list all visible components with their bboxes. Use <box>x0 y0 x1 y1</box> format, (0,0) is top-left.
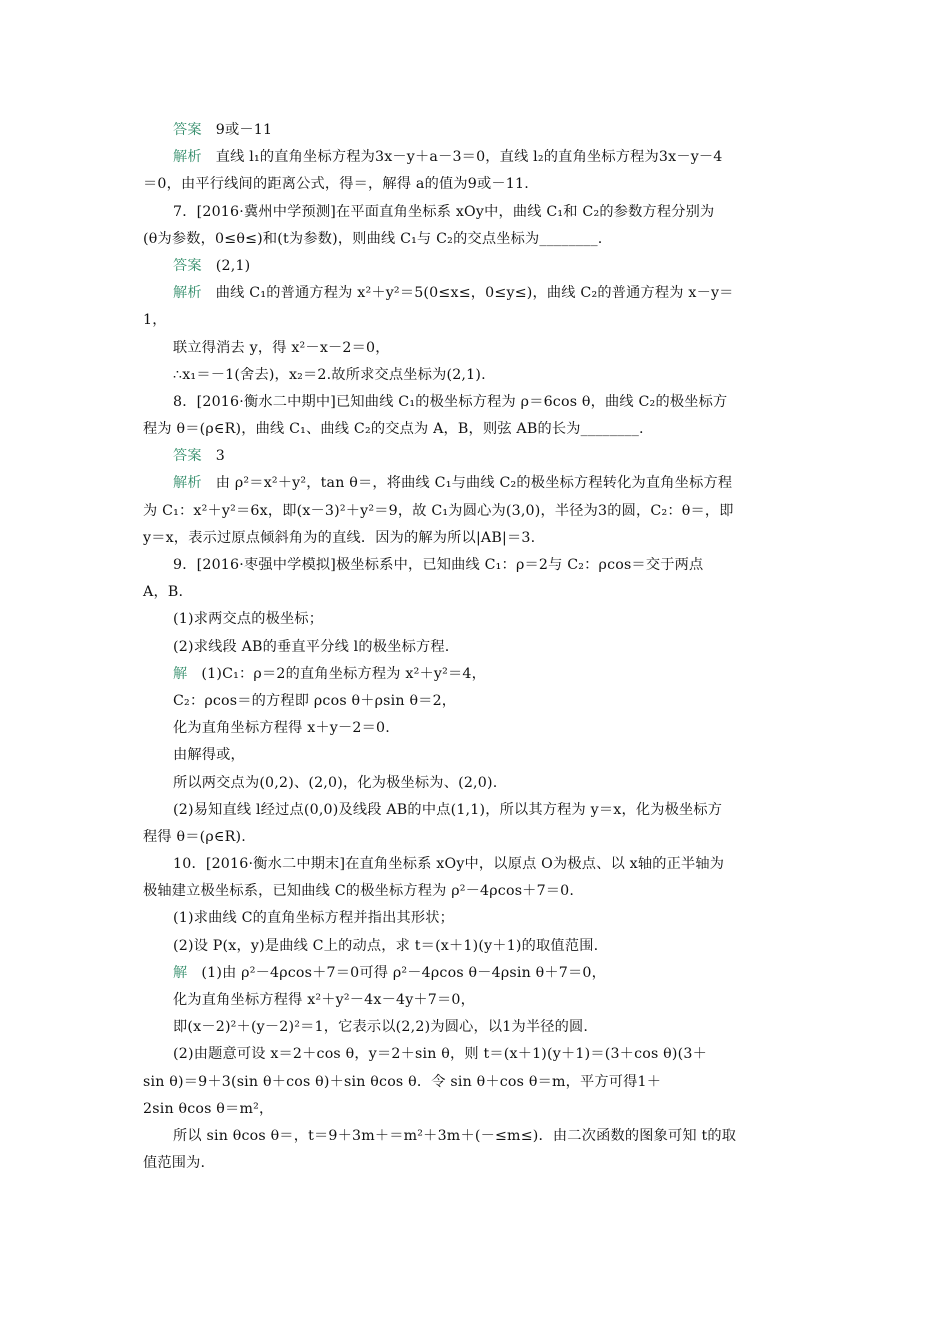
text-line <box>143 742 811 769</box>
text-line <box>143 688 811 715</box>
text-line <box>143 1069 811 1096</box>
line-text: 程得 θ＝(ρ∈R). <box>143 828 246 845</box>
line-text: 化为直角坐标方程得 x²＋y²－4x－4y＋7＝0， <box>173 992 476 1008</box>
text-line <box>143 1041 811 1068</box>
line-text: 即(x－2)²＋(y－2)²＝1，它表示以(2,2)为圆心，以1为半径的圆. <box>173 1019 589 1036</box>
line-text: 由解得或， <box>173 747 245 764</box>
text-line <box>143 335 811 362</box>
text-line <box>143 1096 811 1123</box>
line-text: 为 C₁：x²＋y²＝6x，即(x－3)²＋y²＝9，故 C₁为圆心为(3,0)，半径为3的圆，C₂：θ＝，即 <box>143 502 734 519</box>
text-line <box>143 416 811 443</box>
line-text: 所以 sin θcos θ＝，t＝9＋3m＋＝m²＋3m＋(－≤m≤)．由二次函数的图象可知 t的取 <box>173 1127 737 1144</box>
line-text: 联立得消去 y，得 x²－x－2＝0， <box>173 339 390 356</box>
text-line <box>143 579 811 606</box>
line-text: 曲线 C₁的普通方程为 x²＋y²＝5(0≤x≤，0≤y≤)，曲线 C₂的普通方程为 x－y＝ <box>215 285 734 302</box>
line-text: 1， <box>143 312 167 329</box>
line-text: 3 <box>215 448 226 465</box>
line-text: (2)设 P(x，y)是曲线 C上的动点，求 t＝(x＋1)(y＋1)的取值范围. <box>173 937 599 954</box>
text-line <box>143 362 811 389</box>
line-text: 程为 θ＝(ρ∈R)，曲线 C₁、曲线 C₂的交点为 A，B，则弦 AB的长为________. <box>143 421 644 438</box>
text-line <box>143 470 811 497</box>
line-text: 化为直角坐标方程得 x＋y－2＝0. <box>173 720 390 737</box>
text-line <box>143 987 811 1014</box>
answer-label: 答案 <box>173 122 202 138</box>
line-text: (1)C₁：ρ＝2的直角坐标方程为 x²＋y²＝4， <box>201 665 486 682</box>
answer-label: 解 <box>173 665 188 682</box>
line-text: 7．[2016·冀州中学预测]在平面直角坐标系 xOy中，曲线 C₁和 C₂的参数方程分别为 <box>173 203 715 220</box>
text-line <box>143 824 811 851</box>
text-line <box>143 797 811 824</box>
text-line <box>143 389 811 416</box>
text-line <box>143 606 811 633</box>
answer-label: 解析 <box>173 475 202 492</box>
line-text: 极轴建立极坐标系，已知曲线 C的极坐标方程为 ρ²－4ρcos＋7＝0. <box>143 883 575 900</box>
line-text: sin θ)＝9＋3(sin θ＋cos θ)＋sin θcos θ．令 sin θ＋cos θ＝m，平方可得1＋ <box>143 1073 662 1090</box>
line-text: A，B. <box>143 584 184 601</box>
line-text: (1)求两交点的极坐标； <box>173 611 324 628</box>
line-text: (2)求线段 AB的垂直平分线 l的极坐标方程. <box>173 638 450 655</box>
line-text: (2)易知直线 l经过点(0,0)及线段 AB的中点(1,1)，所以其方程为 y＝x，化为极坐标方 <box>173 801 723 818</box>
text-line <box>143 1014 811 1041</box>
line-text: 9．[2016·枣强中学模拟]极坐标系中，已知曲线 C₁：ρ＝2与 C₂：ρcos＝交于两点 <box>173 557 704 573</box>
text-line <box>143 226 811 253</box>
text-line <box>143 199 811 226</box>
text-line <box>143 634 811 661</box>
text-line <box>143 144 811 171</box>
line-text: 直线 l₁的直角坐标方程为3x－y＋a－3＝0，直线 l₂的直角坐标方程为3x－y－4 <box>215 149 723 166</box>
line-text: (1)由 ρ²－4ρcos＋7＝0可得 ρ²－4ρcos θ－4ρsin θ＋7＝0， <box>201 964 607 981</box>
line-text: 由 ρ²＝x²＋y²，tan θ＝，将曲线 C₁与曲线 C₂的极坐标方程转化为直角坐标方程 <box>215 475 733 492</box>
text-line <box>143 1150 811 1177</box>
text-line <box>143 552 811 579</box>
line-text: y＝x，表示过原点倾斜角为的直线．因为的解为所以|AB|＝3. <box>143 529 536 546</box>
answer-label: 答案 <box>173 448 202 465</box>
line-text: ∴x₁＝－1(舍去)，x₂＝2.故所求交点坐标为(2,1). <box>173 366 486 383</box>
text-line <box>143 525 811 552</box>
text-line <box>143 905 811 932</box>
text-line <box>143 661 811 688</box>
line-text: (2)由题意可设 x＝2＋cos θ，y＝2＋sin θ，则 t＝(x＋1)(y＋1)＝(3＋cos θ)(3＋ <box>173 1046 707 1063</box>
text-line <box>143 307 811 334</box>
text-line <box>143 933 811 960</box>
document-page <box>143 117 811 1177</box>
line-text: 2sin θcos θ＝m²， <box>143 1100 274 1117</box>
text-line <box>143 851 811 878</box>
text-line <box>143 253 811 280</box>
line-text: 值范围为. <box>143 1155 206 1172</box>
text-line <box>143 280 811 307</box>
line-text: (θ为参数，0≤θ≤)和(t为参数)，则曲线 C₁与 C₂的交点坐标为________. <box>143 230 603 247</box>
text-line <box>143 960 811 987</box>
answer-label: 解析 <box>173 285 202 302</box>
text-line <box>143 117 811 144</box>
text-line <box>143 443 811 470</box>
answer-label: 答案 <box>173 257 202 274</box>
text-line <box>143 171 811 198</box>
answer-label: 解析 <box>173 149 202 166</box>
answer-label: 解 <box>173 964 188 981</box>
text-line <box>143 715 811 742</box>
text-line <box>143 878 811 905</box>
text-line <box>143 498 811 525</box>
text-line <box>143 770 811 797</box>
line-text: 9或－11 <box>215 122 273 138</box>
line-text: ＝0，由平行线间的距离公式，得＝，解得 a的值为9或－11. <box>143 176 529 193</box>
line-text: 10．[2016·衡水二中期末]在直角坐标系 xOy中，以原点 O为极点、以 x轴的正半轴为 <box>173 856 725 873</box>
text-line <box>143 1123 811 1150</box>
line-text: C₂：ρcos＝的方程即 ρcos θ＋ρsin θ＝2， <box>173 692 457 709</box>
line-text: 8．[2016·衡水二中期中]已知曲线 C₁的极坐标方程为 ρ＝6cos θ，曲线 C₂的极坐标方 <box>173 393 728 410</box>
line-text: (2,1) <box>215 257 251 274</box>
line-text: 所以两交点为(0,2)、(2,0)，化为极坐标为、(2,0). <box>173 774 498 791</box>
line-text: (1)求曲线 C的直角坐标方程并指出其形状； <box>173 910 455 927</box>
